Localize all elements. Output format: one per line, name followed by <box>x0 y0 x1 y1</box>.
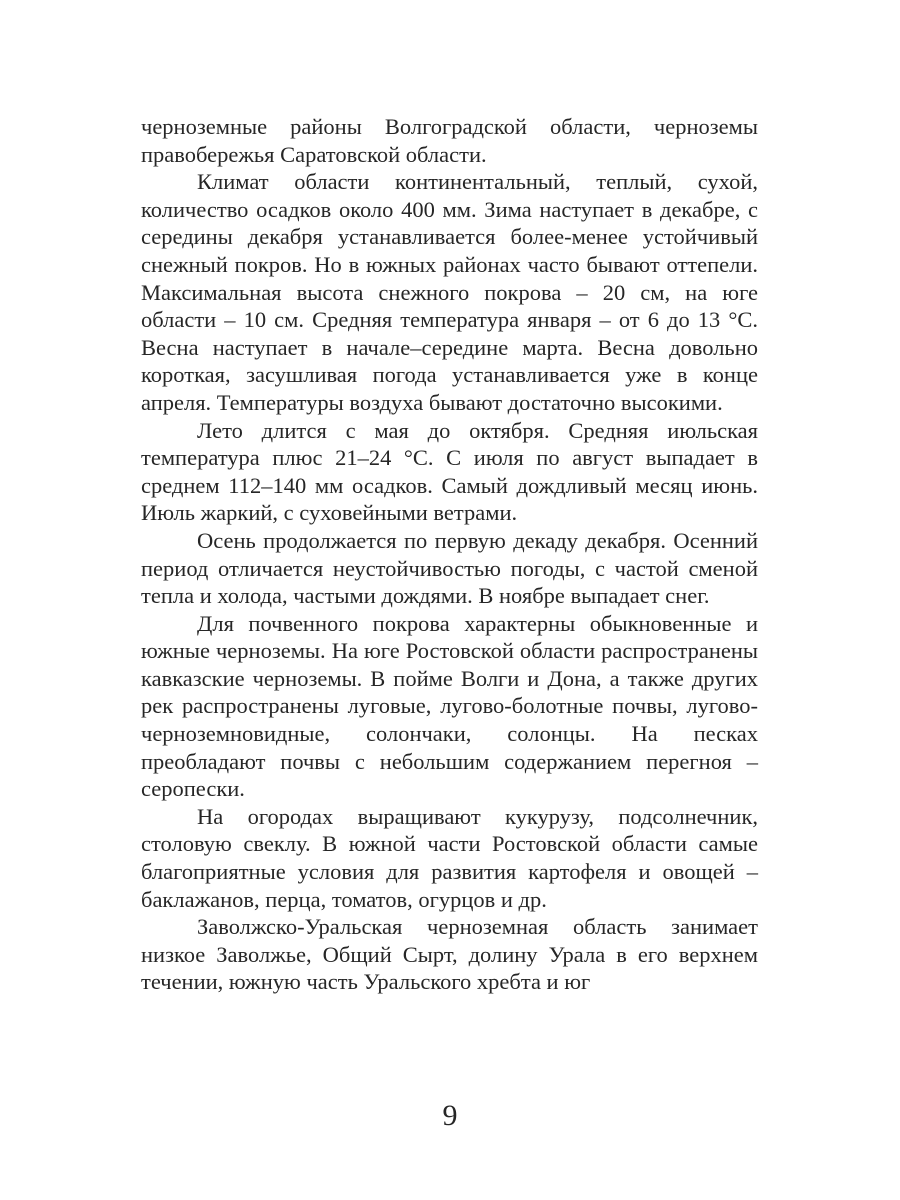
paragraph-autumn: Осень продолжается по первую декаду декабря. Осенний период отличается неустойчивостью погоды, с частой сменой тепла и холода, частыми дождями. В ноябре выпадает снег. <box>141 527 758 609</box>
page-number: 9 <box>442 1099 458 1132</box>
paragraph-crops: На огородах выращивают кукурузу, подсолнечник, столовую свеклу. В южной части Ростовской области самые благоприятные условия для развития картофеля и овощей – баклажанов, перца, томатов, огурцов и др. <box>141 803 758 912</box>
paragraph-climate: Климат области континентальный, теплый, сухой, количество осадков около 400 мм. Зима наступает в декабре, с середины декабря устанавливается более-менее устойчивый снежный покров. Но в южных районах часто бывают оттепели. Максимальная высота снежного покрова – 20 см, на юге области – 10 см. Средняя температура января – от 6 до 13 °С. Весна наступает в начале–середине марта. Весна довольно короткая, засушливая погода устанавливается уже в конце апреля. Температуры воздуха бывают достаточно высокими. <box>141 169 758 415</box>
body-text <box>141 113 758 996</box>
paragraph-summer: Лето длится с мая до октября. Средняя июльская температура плюс 21–24 °С. С июля по август выпадает в среднем 112–140 мм осадков. Самый дождливый месяц июнь. Июль жаркий, с суховейными ветрами. <box>141 417 758 526</box>
paragraph-continuation: черноземные районы Волгоградской области, черноземы правобережья Саратовской области. <box>141 114 758 167</box>
paragraph-trans-volga: Заволжско-Уральская черноземная область занимает низкое Заволжье, Общий Сырт, долину Урала в его верхнем течении, южную часть Уральского хребта и юг <box>141 914 758 995</box>
paragraph-soil: Для почвенного покрова характерны обыкновенные и южные черноземы. На юге Ростовской области распространены кавказские черноземы. В пойме Волги и Дона, а также других рек распространены луговые, лугово-болотные почвы, лугово-черноземновидные, солончаки, солонцы. На песках преобладают почвы с небольшим содержанием перегноя – серопески. <box>141 610 758 802</box>
